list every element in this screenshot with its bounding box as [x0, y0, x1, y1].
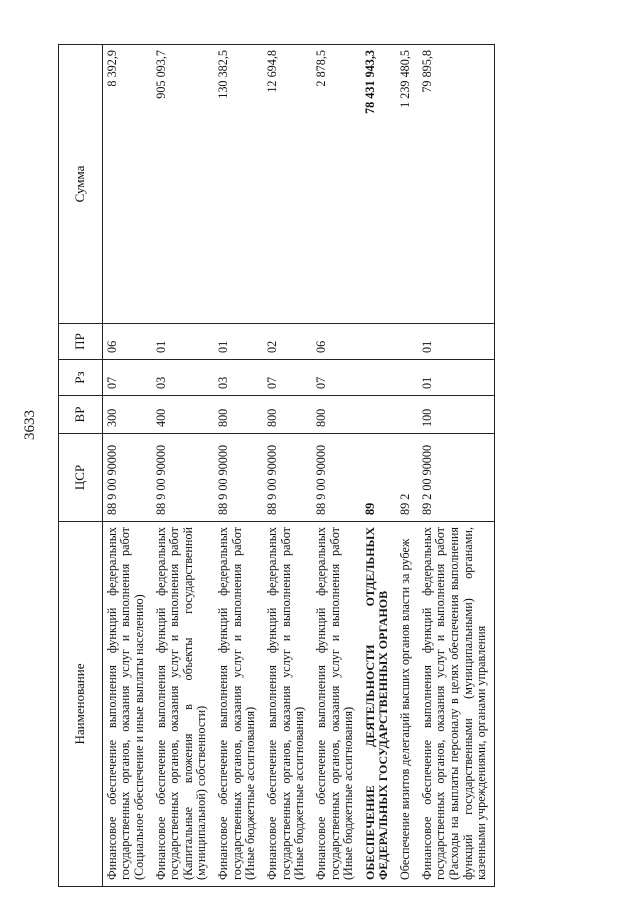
header-sum: Сумма — [59, 45, 103, 324]
table-row — [263, 45, 312, 887]
row-vr: 800 — [263, 396, 312, 434]
row-sum: 79 895,8 — [418, 45, 495, 324]
row-vr — [361, 396, 396, 434]
table-header-row — [59, 45, 103, 887]
row-name: Финансовое обеспечение выполнения функций федеральных государственных органов, оказания услуг и выполнения работ (Расходы на выплаты персоналу в целях обеспечения выполнения функций государственными (муниципальными) органами, казенными учреждениями, органами управления — [418, 522, 495, 887]
row-rz: 03 — [152, 360, 215, 396]
row-rz: 03 — [214, 360, 263, 396]
row-pr: 06 — [312, 324, 361, 360]
row-name: Финансовое обеспечение выполнения функций федеральных государственных органов, оказания услуг и выполнения работ (Социальное обеспечение и иные выплаты населению) — [102, 522, 151, 887]
row-vr: 800 — [312, 396, 361, 434]
row-sum: 130 382,5 — [214, 45, 263, 324]
row-name: ОБЕСПЕЧЕНИЕ ДЕЯТЕЛЬНОСТИ ОТДЕЛЬНЫХ ФЕДЕРАЛЬНЫХ ГОСУДАРСТВЕННЫХ ОРГАНОВ — [361, 522, 396, 887]
table-row — [102, 45, 151, 887]
row-vr: 100 — [418, 396, 495, 434]
row-sum: 905 093,7 — [152, 45, 215, 324]
row-pr — [396, 324, 418, 360]
row-rz — [361, 360, 396, 396]
row-sum: 2 878,5 — [312, 45, 361, 324]
header-csr: ЦСР — [59, 434, 103, 522]
row-name: Финансовое обеспечение выполнения функций федеральных государственных органов, оказания услуг и выполнения работ (Иные бюджетные ассигнования) — [312, 522, 361, 887]
table-row — [396, 45, 418, 887]
row-name: Финансовое обеспечение выполнения функций федеральных государственных органов, оказания услуг и выполнения работ (Капитальные вложения в объекты государственной (муниципальной) собственности) — [152, 522, 215, 887]
row-rz — [396, 360, 418, 396]
row-csr: 88 9 00 90000 — [214, 434, 263, 522]
row-pr: 06 — [102, 324, 151, 360]
row-sum: 12 694,8 — [263, 45, 312, 324]
header-name: Наименование — [59, 522, 103, 887]
row-csr: 88 9 00 90000 — [263, 434, 312, 522]
budget-table — [58, 44, 495, 887]
row-vr: 300 — [102, 396, 151, 434]
header-pr: ПР — [59, 324, 103, 360]
table-row — [152, 45, 215, 887]
header-rz: Рз — [59, 360, 103, 396]
row-rz: 07 — [263, 360, 312, 396]
header-vr: ВР — [59, 396, 103, 434]
row-csr: 89 2 — [396, 434, 418, 522]
row-pr: 02 — [263, 324, 312, 360]
row-csr: 88 9 00 90000 — [312, 434, 361, 522]
row-vr: 800 — [214, 396, 263, 434]
row-sum: 78 431 943,3 — [361, 45, 396, 324]
row-name: Финансовое обеспечение выполнения функций федеральных государственных органов, оказания услуг и выполнения работ (Иные бюджетные ассигнования) — [214, 522, 263, 887]
row-csr: 88 9 00 90000 — [152, 434, 215, 522]
row-vr: 400 — [152, 396, 215, 434]
row-vr — [396, 396, 418, 434]
row-rz: 07 — [312, 360, 361, 396]
row-csr: 89 — [361, 434, 396, 522]
row-pr: 01 — [418, 324, 495, 360]
row-pr — [361, 324, 396, 360]
row-rz: 07 — [102, 360, 151, 396]
table-row-section — [361, 45, 396, 887]
row-pr: 01 — [152, 324, 215, 360]
row-rz: 01 — [418, 360, 495, 396]
table-row — [418, 45, 495, 887]
row-pr: 01 — [214, 324, 263, 360]
row-csr: 89 2 00 90000 — [418, 434, 495, 522]
row-csr: 88 9 00 90000 — [102, 434, 151, 522]
row-sum: 8 392,9 — [102, 45, 151, 324]
row-name: Обеспечение визитов делегаций высших органов власти за рубеж — [396, 522, 418, 887]
page-number: 3633 — [22, 410, 38, 440]
row-name: Финансовое обеспечение выполнения функций федеральных государственных органов, оказания услуг и выполнения работ (Иные бюджетные ассигнования) — [263, 522, 312, 887]
row-sum: 1 239 480,5 — [396, 45, 418, 324]
table-row — [214, 45, 263, 887]
table-row — [312, 45, 361, 887]
